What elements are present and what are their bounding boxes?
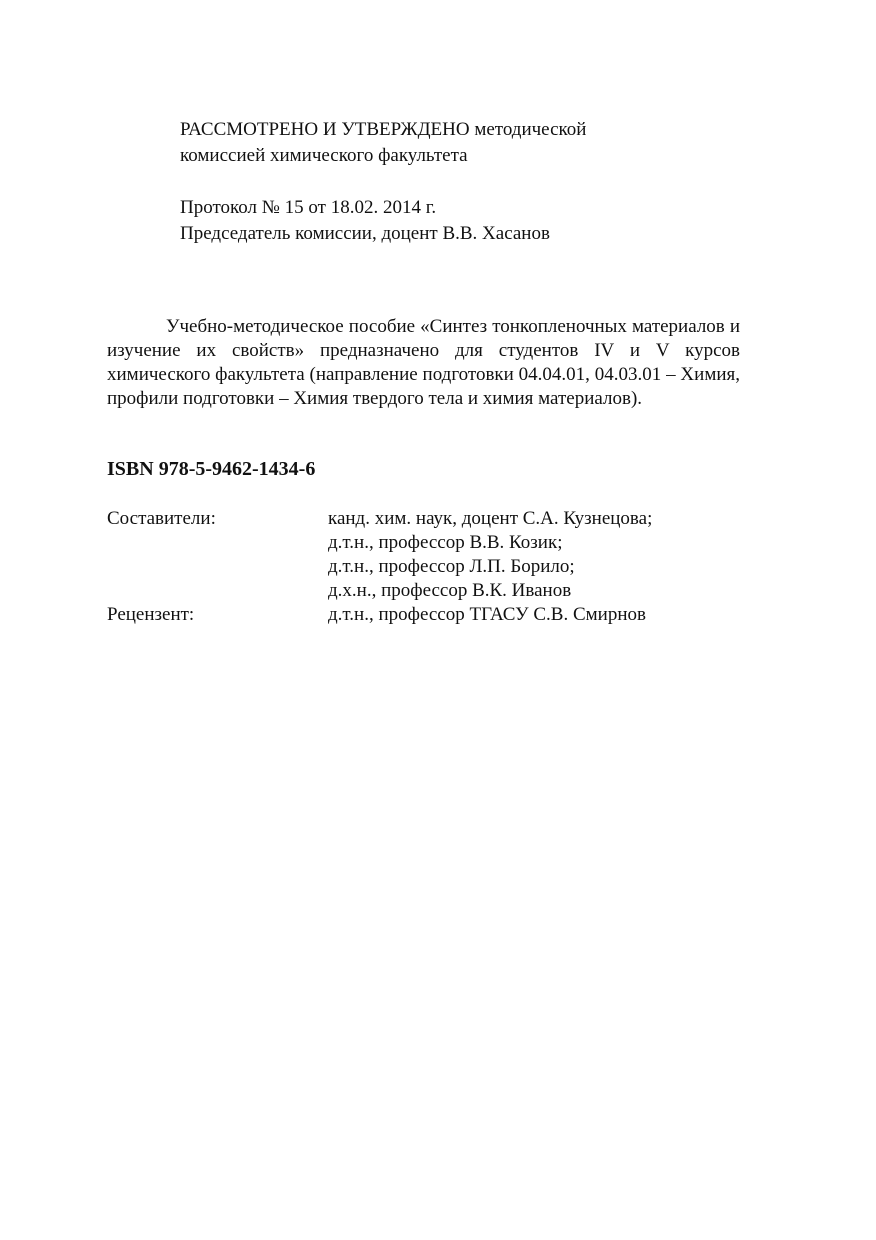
credit-label-empty bbox=[107, 531, 328, 555]
reviewer-name: д.т.н., профессор ТГАСУ С.В. Смирнов bbox=[328, 604, 646, 625]
approval-line-1: РАССМОТРЕНО И УТВЕРЖДЕНО методической bbox=[180, 119, 587, 140]
annotation-paragraph: Учебно-методическое пособие «Синтез тонкопленочных материалов и изучение их свойств» предназначено для студентов IV и V курсов химического факультета (направление подготовки 04.04.01, 04.03.01 – Химия, профили подготовки – Химия твердого тела и химия материалов). bbox=[107, 316, 740, 409]
credit-label-empty bbox=[107, 555, 328, 579]
credits-block bbox=[107, 507, 652, 627]
protocol-line: Протокол № 15 от 18.02. 2014 г. bbox=[180, 197, 437, 218]
credit-row bbox=[107, 603, 652, 627]
compiler-name: д.х.н., профессор В.К. Иванов bbox=[328, 580, 572, 601]
isbn-number: ISBN 978-5-9462-1434-6 bbox=[107, 458, 316, 480]
credit-row bbox=[107, 531, 652, 555]
compilers-label: Составители: bbox=[107, 508, 216, 529]
chairman-line: Председатель комиссии, доцент В.В. Хасанов bbox=[180, 223, 550, 244]
compiler-name: д.т.н., профессор В.В. Козик; bbox=[328, 532, 563, 553]
compiler-name: д.т.н., профессор Л.П. Борило; bbox=[328, 556, 575, 577]
approval-spacer bbox=[180, 169, 586, 195]
credit-row bbox=[107, 555, 652, 579]
reviewer-label: Рецензент: bbox=[107, 604, 195, 625]
approval-line-2: комиссией химического факультета bbox=[180, 145, 468, 166]
approval-block bbox=[180, 117, 586, 247]
credit-row bbox=[107, 507, 652, 531]
credit-label-empty bbox=[107, 579, 328, 603]
credit-row bbox=[107, 579, 652, 603]
compiler-name: канд. хим. наук, доцент С.А. Кузнецова; bbox=[328, 508, 653, 529]
